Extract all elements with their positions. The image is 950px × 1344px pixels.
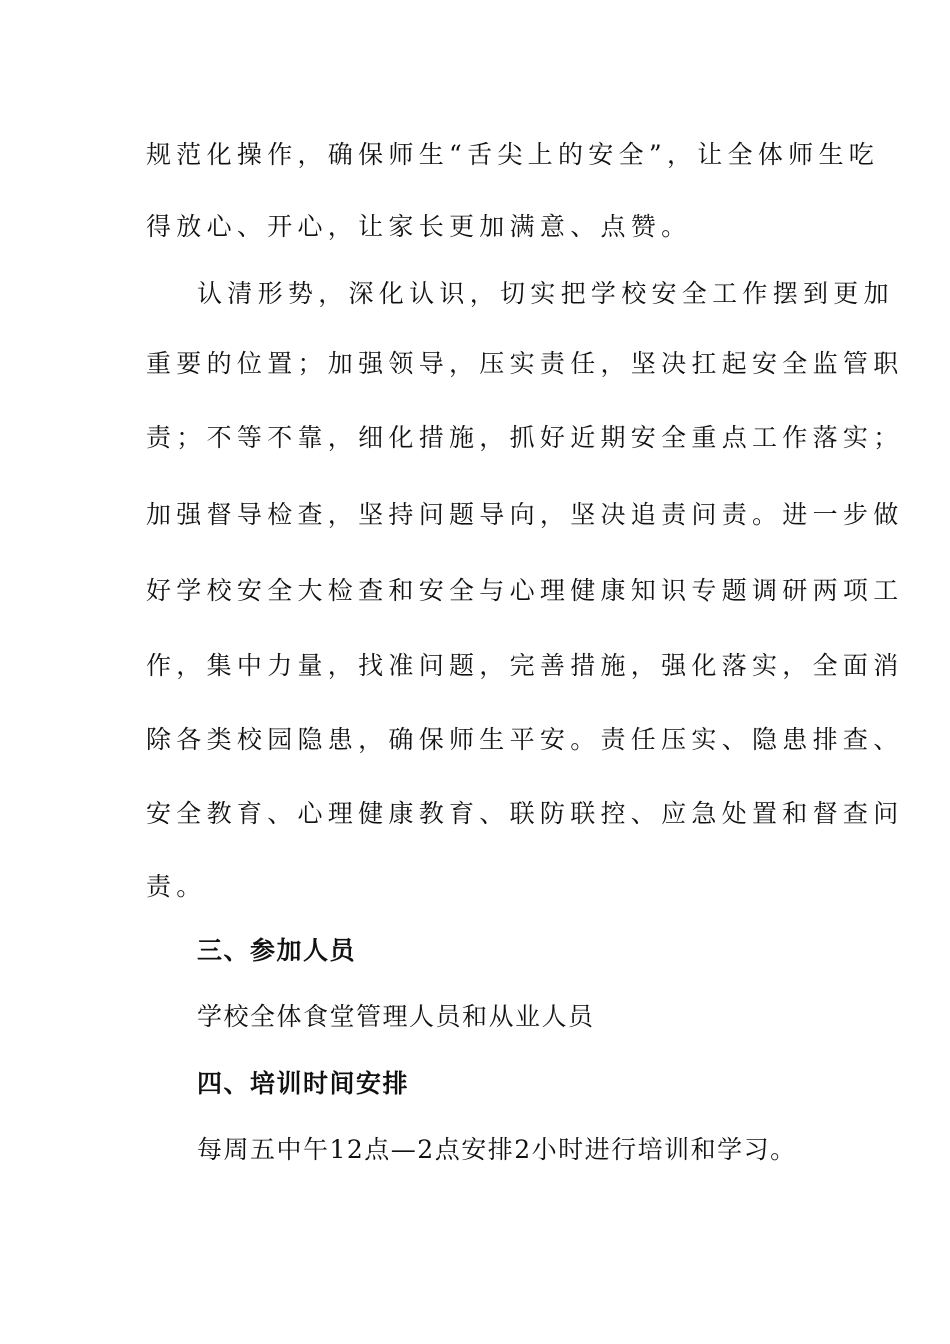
paragraph-line: 作，集中力量，找准问题，完善措施，强化落实，全面消 — [146, 651, 904, 680]
paragraph-line: 认清形势，深化认识，切实把学校安全工作摆到更加 — [197, 279, 894, 308]
paragraph-line: 规范化操作，确保师生“舌尖上的安全”，让全体师生吃 — [146, 140, 880, 169]
paragraph-line: 安全教育、心理健康教育、联防联控、应急处置和督查问 — [146, 799, 904, 828]
paragraph-line: 责。 — [146, 872, 207, 901]
paragraph-line: 责；不等不靠，细化措施，抓好近期安全重点工作落实； — [146, 423, 904, 452]
paragraph-line: 得放心、开心，让家长更加满意、点赞。 — [146, 212, 692, 241]
paragraph-line: 重要的位置；加强领导，压实责任，坚决扛起安全监管职 — [146, 349, 904, 378]
paragraph-line: 好学校安全大检查和安全与心理健康知识专题调研两项工 — [146, 576, 904, 605]
paragraph-line: 加强督导检查，坚持问题导向，坚决追责问责。进一步做 — [146, 500, 904, 529]
section-body: 每周五中午12点—2点安排2小时进行培训和学习。 — [197, 1135, 797, 1164]
paragraph-line: 除各类校园隐患，确保师生平安。责任压实、隐患排查、 — [146, 725, 904, 754]
section-heading: 三、参加人员 — [197, 936, 357, 965]
section-heading: 四、培训时间安排 — [197, 1069, 410, 1098]
section-body: 学校全体食堂管理人员和从业人员 — [197, 1002, 595, 1031]
